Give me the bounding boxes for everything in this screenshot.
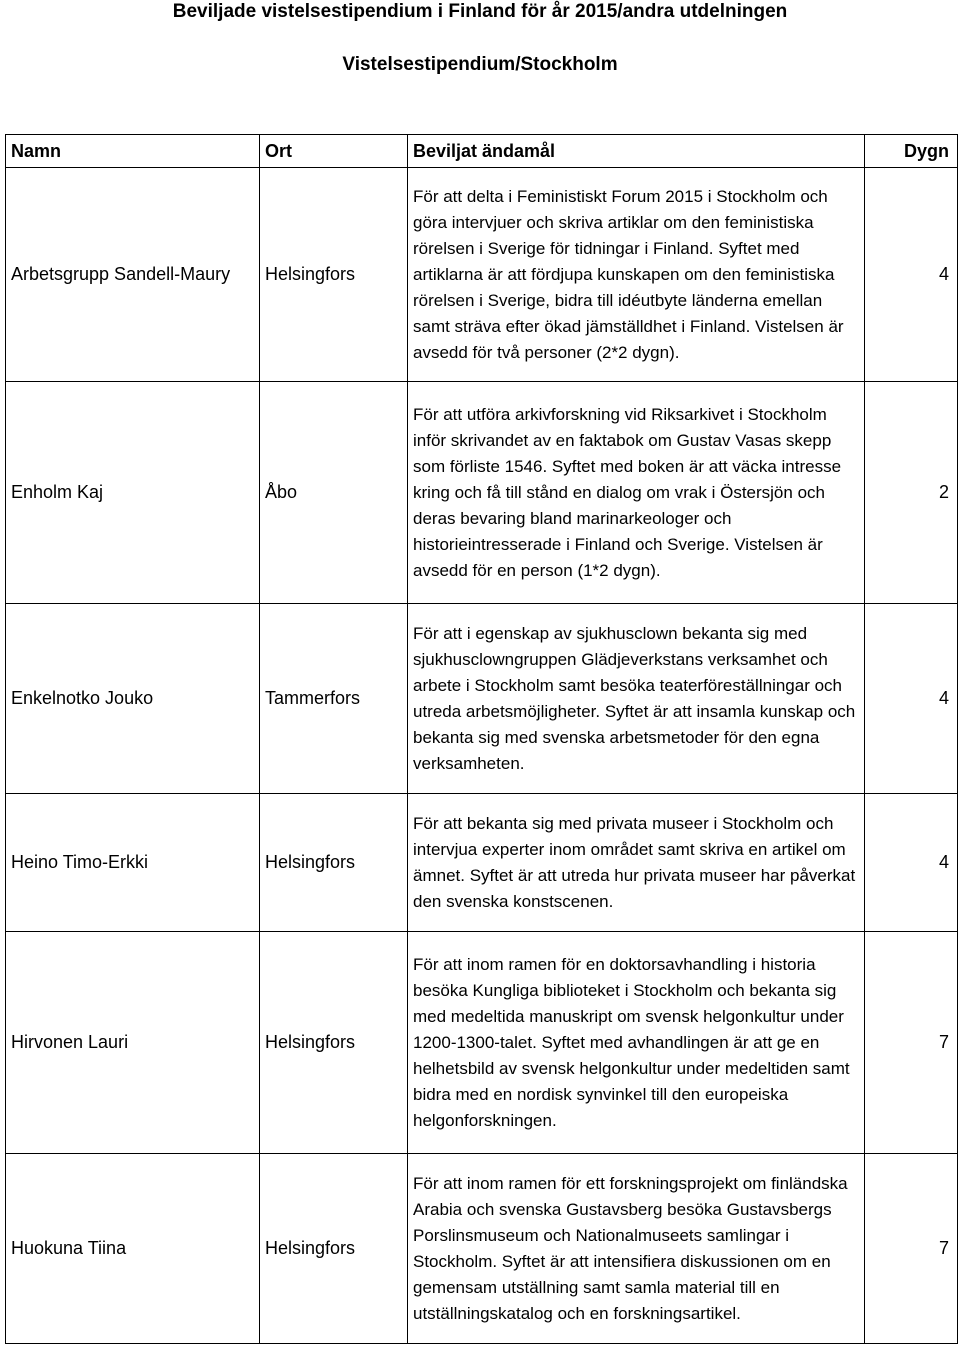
header-days: Dygn xyxy=(865,135,958,168)
cell-city: Helsingfors xyxy=(260,168,408,382)
cell-purpose: För att inom ramen för ett forskningsprojekt om finländska Arabia och svenska Gustavsberg besöka Gustavsbergs Porslinsmuseum och Nationalmuseets samlingar i Stockholm. Syftet är att intensifiera diskussionen om en gemensam utställning samt samla material till en utställningskatalog och en forskningsartikel. xyxy=(408,1154,865,1344)
cell-name: Hirvonen Lauri xyxy=(6,932,260,1154)
cell-days: 4 xyxy=(865,794,958,932)
table-row xyxy=(6,382,958,604)
cell-name: Enkelnotko Jouko xyxy=(6,604,260,794)
cell-name: Huokuna Tiina xyxy=(6,1154,260,1344)
header-purpose: Beviljat ändamål xyxy=(408,135,865,168)
cell-purpose: För att delta i Feministiskt Forum 2015 i Stockholm och göra intervjuer och skriva artiklar om den feministiska rörelsen i Sverige för tidningar i Finland. Syftet med artiklarna är att fördjupa kunskapen om den feministiska rörelsen i Sverige, bidra till idéutbyte länderna emellan samt sträva efter ökad jämställdhet i Finland. Vistelsen är avsedd för två personer (2*2 dygn). xyxy=(408,168,865,382)
cell-days: 2 xyxy=(865,382,958,604)
cell-days: 4 xyxy=(865,168,958,382)
table-row xyxy=(6,604,958,794)
cell-name: Enholm Kaj xyxy=(6,382,260,604)
cell-purpose: För att inom ramen för en doktorsavhandling i historia besöka Kungliga biblioteket i Stockholm och bekanta sig med medeltida manuskript om svensk helgonkultur under 1200-1300-talet. Syftet med avhandlingen är att ge en helhetsbild av svensk helgonkultur under medeltiden samt bidra med en nordisk synvinkel till den europeiska helgonforskningen. xyxy=(408,932,865,1154)
header-name: Namn xyxy=(6,135,260,168)
cell-city: Åbo xyxy=(260,382,408,604)
document-subtitle: Vistelsestipendium/Stockholm xyxy=(342,54,618,75)
cell-city: Helsingfors xyxy=(260,1154,408,1344)
table-header-row xyxy=(6,135,958,168)
table-row xyxy=(6,794,958,932)
table-row xyxy=(6,1154,958,1344)
cell-days: 7 xyxy=(865,932,958,1154)
cell-name: Arbetsgrupp Sandell-Maury xyxy=(6,168,260,382)
cell-name: Heino Timo-Erkki xyxy=(6,794,260,932)
document-title: Beviljade vistelsestipendium i Finland för år 2015/andra utdelningen xyxy=(172,1,788,22)
cell-purpose: För att bekanta sig med privata museer i Stockholm och intervjua experter inom området samt skriva en artikel om ämnet. Syftet är att utreda hur privata museer har påverkat den svenska konstscenen. xyxy=(408,794,865,932)
cell-city: Helsingfors xyxy=(260,794,408,932)
cell-days: 7 xyxy=(865,1154,958,1344)
table-row xyxy=(6,932,958,1154)
cell-purpose: För att i egenskap av sjukhusclown bekanta sig med sjukhusclowngruppen Glädjeverkstans verksamhet och arbete i Stockholm samt besöka teaterföreställningar och utreda arbetsmöjligheter. Syftet är att insamla kunskap och bekanta sig med svenska arbetsmetoder för den egna verksamheten. xyxy=(408,604,865,794)
table-row xyxy=(6,168,958,382)
header-city: Ort xyxy=(260,135,408,168)
cell-city: Tammerfors xyxy=(260,604,408,794)
cell-days: 4 xyxy=(865,604,958,794)
cell-purpose: För att utföra arkivforskning vid Riksarkivet i Stockholm inför skrivandet av en faktabok om Gustav Vasas skepp som förliste 1546. Syftet med boken är att väcka intresse kring och få till stånd en dialog om vrak i Östersjön och deras bevaring bland marinarkeologer och historieintresserade i Finland och Sverige. Vistelsen är avsedd för en person (1*2 dygn). xyxy=(408,382,865,604)
cell-city: Helsingfors xyxy=(260,932,408,1154)
grants-table xyxy=(5,134,958,1344)
